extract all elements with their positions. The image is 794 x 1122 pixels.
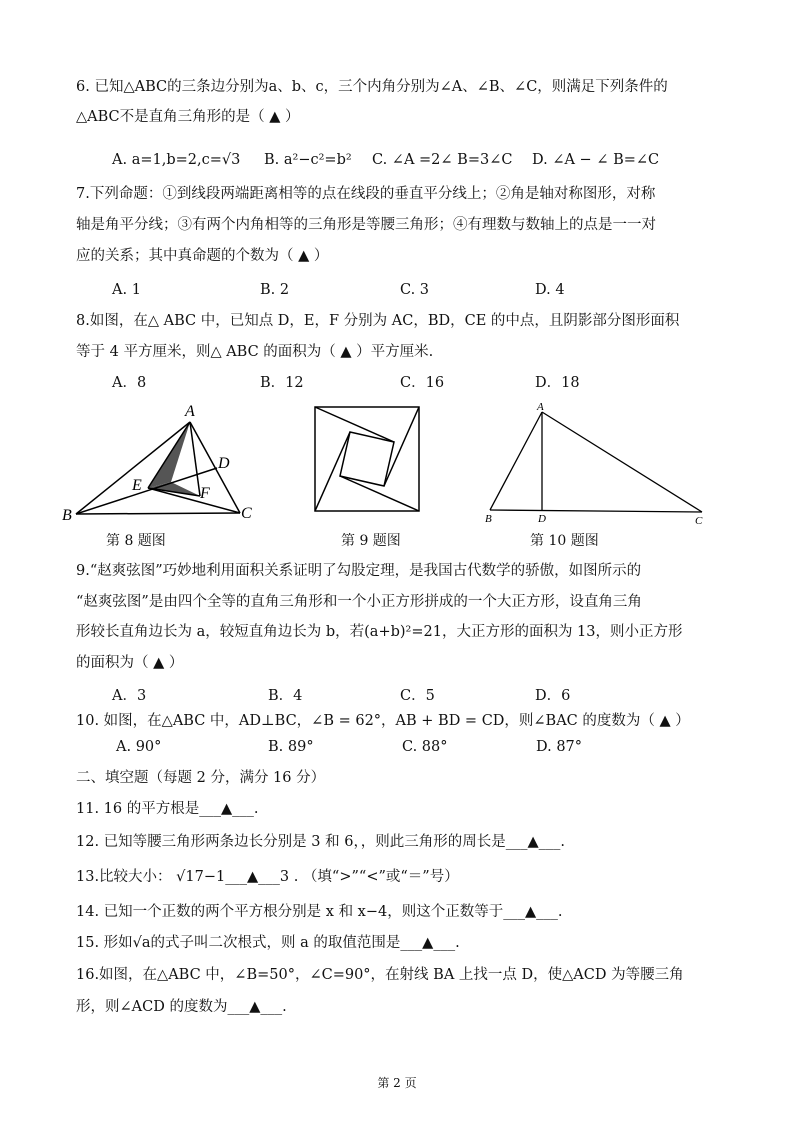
q10-option-d: D. 87° [536, 739, 583, 755]
q9-option-d: D．6 [535, 688, 571, 704]
q14-line: 14. 已知一个正数的两个平方根分别是 x 和 x−4，则这个正数等于___▲___. [76, 904, 563, 920]
page-number: 第 2 页 [377, 1076, 417, 1090]
q8-option-d: D．18 [535, 375, 580, 391]
q8-option-a: A．8 [112, 375, 147, 391]
q6-option-b: B. a²−c²=b² [264, 152, 352, 168]
q6-option-d: D. ∠A − ∠ B=∠C [532, 152, 660, 168]
q7-option-a: A. 1 [112, 282, 141, 298]
q6-option-a: A. a=1,b=2,c=√3 [112, 152, 241, 168]
fig8-label-a: A [185, 403, 195, 420]
q6-line2: △ABC不是直角三角形的是（ ▲ ） [76, 109, 300, 125]
q10-line1: 10. 如图，在△ABC 中，AD⊥BC，∠B = 62°，AB + BD = CD，则∠BAC 的度数为（ ▲ ） [76, 713, 690, 729]
q9-line2: “赵爽弦图”是由四个全等的直角三角形和一个小正方形拼成的一个大正方形，设直角三角 [76, 594, 642, 610]
q16-line1: 16.如图，在△ABC 中，∠B=50°，∠C=90°，在射线 BA 上找一点 D，使△ACD 为等腰三角 [76, 967, 684, 983]
q7-option-d: D. 4 [535, 282, 565, 298]
fig8-label-e: E [132, 477, 142, 494]
q6-line1: 6. 已知△ABC的三条边分别为a、b、c，三个内角分别为∠A、∠B、∠C，则满足下列条件的 [76, 79, 668, 95]
q8-line2: 等于 4 平方厘米，则△ ABC 的面积为（ ▲ ）平方厘米. [76, 344, 434, 360]
q8-line1: 8.如图，在△ ABC 中，已知点 D，E，F 分别为 AC，BD，CE 的中点，且阴影部分图形面积 [76, 313, 680, 329]
q15-line: 15. 形如√a的式子叫二次根式，则 a 的取值范围是___▲___. [76, 935, 460, 951]
q7-option-b: B. 2 [260, 282, 290, 298]
fig8-label-f: F [200, 485, 210, 502]
q11-line: 11. 16 的平方根是___▲___. [76, 801, 259, 817]
section-2-heading: 二、填空题（每题 2 分，满分 16 分） [76, 770, 326, 786]
q16-line2: 形，则∠ACD 的度数为___▲___. [76, 999, 287, 1015]
fig10-label-d: D [538, 513, 546, 525]
fig10-label-c: C [695, 515, 703, 527]
fig8-label-b: B [62, 507, 72, 524]
q7-option-c: C. 3 [400, 282, 430, 298]
q6-option-c: C. ∠A =2∠ B=3∠C [372, 152, 513, 168]
q9-option-a: A．3 [112, 688, 147, 704]
q10-option-c: C. 88° [402, 739, 448, 755]
figure-9 [310, 402, 425, 517]
q8-option-c: C．16 [400, 375, 445, 391]
q10-option-b: B. 89° [268, 739, 314, 755]
q9-line3: 形较长直角边长为 a，较短直角边长为 b，若(a+b)²=21，大正方形的面积为 13，则小正方形 [76, 624, 683, 640]
q9-option-c: C．5 [400, 688, 435, 704]
q9-line4: 的面积为（ ▲ ） [76, 655, 184, 671]
fig10-label-a: A [537, 401, 544, 413]
q7-line2: 轴是角平分线；③有两个内角相等的三角形是等腰三角形；④有理数与数轴上的点是一一对 [76, 217, 656, 233]
fig8-label-c: C [241, 505, 252, 522]
fig8-caption: 第 8 题图 [106, 533, 166, 549]
fig8-label-d: D [218, 455, 230, 472]
fig10-label-b: B [485, 513, 492, 525]
q13-line: 13.比较大小： √17−1___▲___3 . （填“>”“<”或“＝”号） [76, 869, 459, 885]
q9-option-b: B．4 [268, 688, 303, 704]
figure-10 [480, 398, 710, 528]
q7-line3: 应的关系；其中真命题的个数为（ ▲ ） [76, 248, 329, 264]
q12-line: 12. 已知等腰三角形两条边长分别是 3 和 6，，则此三角形的周长是___▲___. [76, 834, 565, 850]
q10-option-a: A. 90° [116, 739, 162, 755]
fig9-caption: 第 9 题图 [341, 533, 401, 549]
q7-line1: 7.下列命题：①到线段两端距离相等的点在线段的垂直平分线上；②角是轴对称图形，对称 [76, 186, 656, 202]
fig10-caption: 第 10 题图 [530, 533, 599, 549]
figure-8 [60, 400, 270, 525]
q9-line1: 9.“赵爽弦图”巧妙地利用面积关系证明了勾股定理，是我国古代数学的骄傲，如图所示的 [76, 563, 642, 579]
q8-option-b: B．12 [260, 375, 304, 391]
